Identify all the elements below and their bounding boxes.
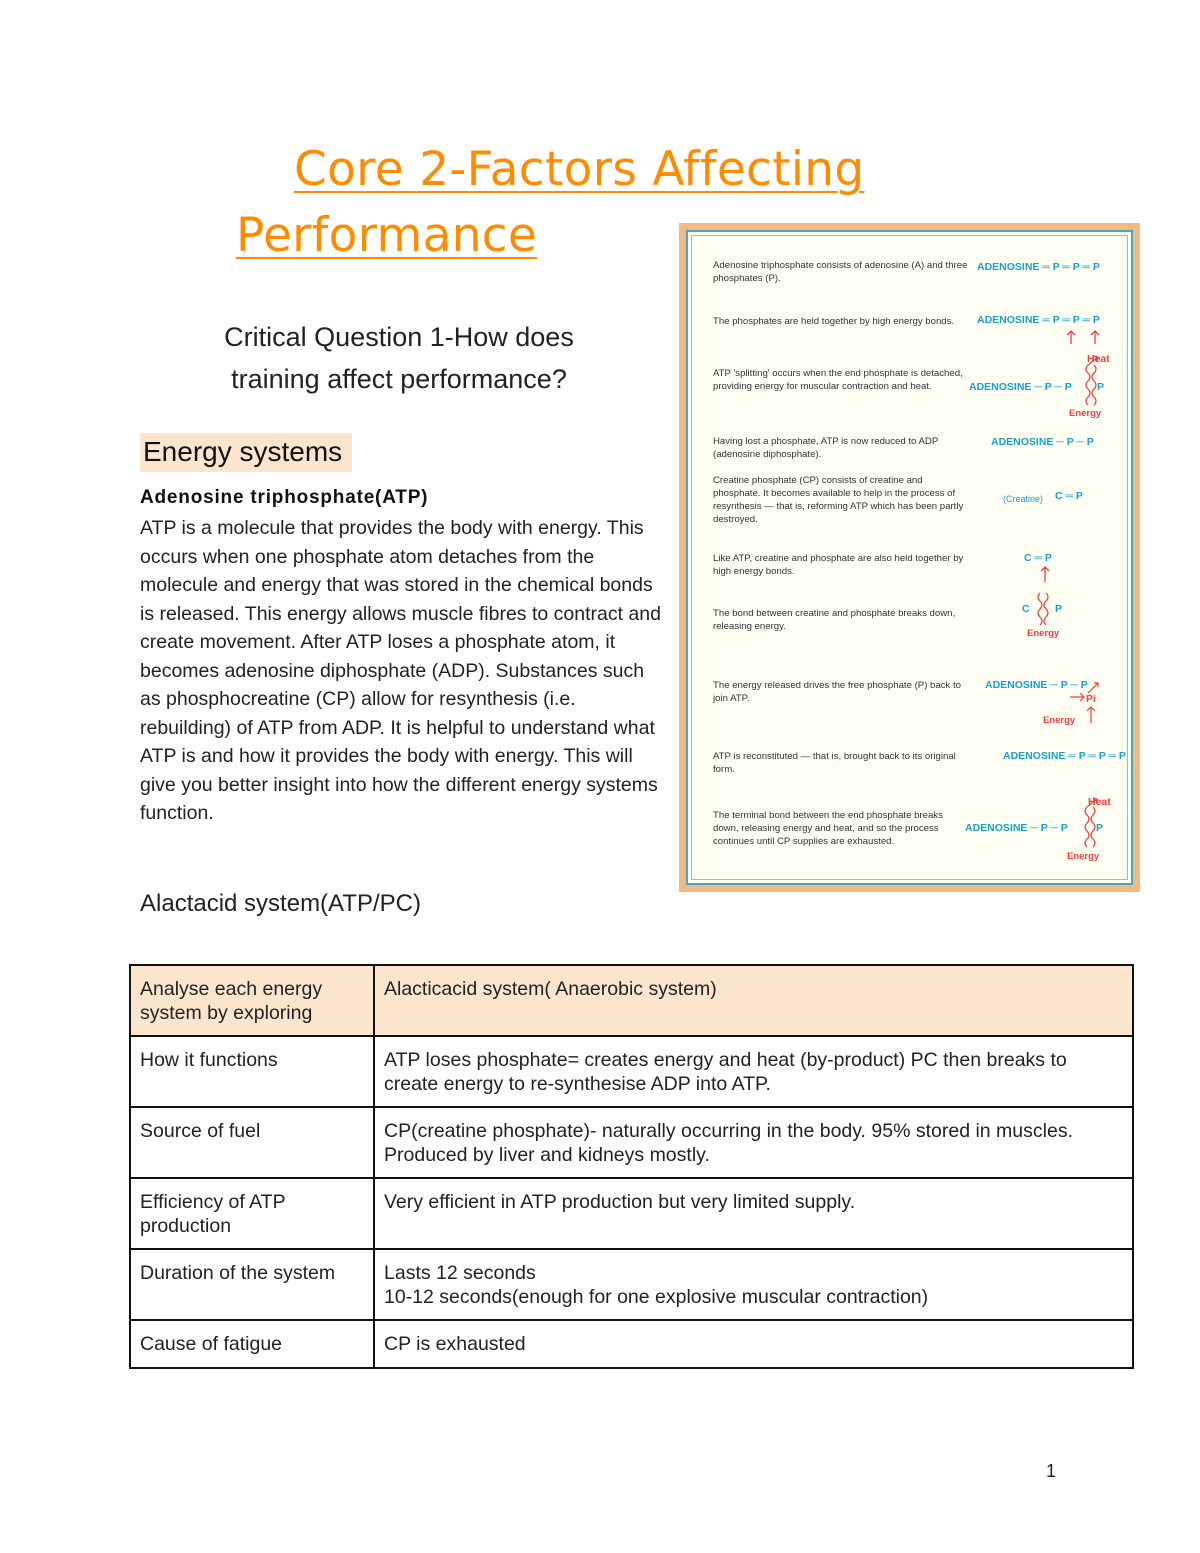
table-cell-value-line-2: 10-12 seconds(enough for one explosive muscular contraction)	[384, 1286, 929, 1308]
return-arrows-icon	[1068, 679, 1108, 725]
atp-heading: Adenosine triphosphate(ATP)	[140, 487, 429, 508]
energy-system-table	[129, 964, 1134, 1369]
page-title-line-1: Core 2-Factors Affecting	[294, 142, 865, 197]
page-title-line-2: Performance	[236, 208, 538, 263]
table-cell-label: Duration of the system	[130, 1249, 374, 1320]
split-squiggle-icon	[1076, 359, 1106, 409]
critical-question-line-2: training affect performance?	[231, 364, 567, 394]
table-cell-label: Efficiency of ATP production	[130, 1178, 374, 1249]
figure-row-text: The phosphates are held together by high energy bonds.	[713, 316, 955, 327]
table-row	[130, 1036, 1133, 1107]
figure-row-text: ATP is reconstituted — that is, brought back to its original form.	[713, 751, 956, 775]
table-row	[130, 1107, 1133, 1178]
bond-arrows-icon	[1058, 328, 1118, 346]
table-cell-value: Very efficient in ATP production but very limited supply.	[374, 1178, 1133, 1249]
table-cell-label: Source of fuel	[130, 1107, 374, 1178]
critical-question	[140, 316, 658, 400]
split-squiggle-icon	[1075, 801, 1105, 851]
figure-row-text: The terminal bond between the end phosphate breaks down, releasing energy and heat, and so the process continues until CP supplies are exhausted.	[713, 810, 943, 847]
table-cell-label: How it functions	[130, 1036, 374, 1107]
split-squiggle-icon	[1034, 591, 1054, 629]
figure-row-formula: ADENOSINE ─ P ─ P	[991, 436, 1094, 448]
atp-paragraph: ATP is a molecule that provides the body with energy. This occurs when one phosphate atom detaches from the molecule and energy that was stored in the chemical bonds is released. This energy allows muscle fibres to contract and create movement. After ATP loses a phosphate atom, it becomes adenosine diphosphate (ADP). Substances such as phosphocreatine (CP) allow for resynthesis (i.e. rebuilding) of ATP from ADP. It is helpful to understand what ATP is and how it provides the body with energy. This will give you better insight into how the different energy systems function.	[140, 517, 661, 824]
energy-label: Energy	[1027, 628, 1060, 639]
figure-row-text: ATP 'splitting' occurs when the end phosphate is detached, providing energy for muscular contraction and heat.	[713, 368, 963, 392]
energy-systems-heading: Energy systems	[140, 433, 352, 472]
alactacid-heading: Alactacid system(ATP/PC)	[140, 890, 421, 917]
energy-label: Energy	[1067, 851, 1100, 862]
figure-row-text: The energy released drives the free phosphate (P) back to join ATP.	[713, 680, 961, 704]
page-number: 1	[1046, 1461, 1057, 1481]
figure-row-formula: C ═ P	[1055, 490, 1083, 502]
critical-question-line-1: Critical Question 1-How does	[224, 322, 574, 352]
figure-row-formula-tail: P	[1055, 603, 1063, 615]
figure-row-text: Having lost a phosphate, ATP is now reduced to ADP (adenosine diphosphate).	[713, 436, 939, 460]
figure-row-formula: C ═ P	[1024, 552, 1052, 564]
table-row	[130, 1178, 1133, 1249]
table-cell-value: CP(creatine phosphate)- naturally occurring in the body. 95% stored in muscles. Produced by liver and kidneys mostly.	[374, 1107, 1133, 1178]
figure-row-text: Like ATP, creatine and phosphate are also held together by high energy bonds.	[713, 553, 964, 577]
table-cell-value-line-1: Lasts 12 seconds	[384, 1262, 536, 1284]
pi-label: Pi	[1086, 693, 1096, 705]
heat-label: Heat	[1088, 796, 1111, 808]
atp-cycle-figure	[679, 223, 1140, 892]
figure-row-formula: ADENOSINE ═ P ═ P ═ P	[977, 314, 1100, 326]
figure-row-formula: ADENOSINE ═ P ═ P ═ P	[1003, 750, 1126, 762]
figure-row-text: Adenosine triphosphate consists of adenosine (A) and three phosphates (P).	[713, 260, 968, 284]
bond-arrow-icon	[1038, 564, 1058, 584]
table-cell-value	[374, 1249, 1133, 1320]
figure-row-formula: ADENOSINE ─ P ─ P	[985, 679, 1088, 691]
figure-row-formula: ADENOSINE ─ P ─ P	[965, 822, 1068, 834]
table-cell-value: ATP loses phosphate= creates energy and heat (by-product) PC then breaks to create energy to re-synthesise ADP into ATP.	[374, 1036, 1133, 1107]
table-row	[130, 1320, 1133, 1368]
figure-row-formula-tail: P	[1097, 381, 1105, 393]
figure-row-formula: ADENOSINE ═ P ═ P ═ P	[977, 261, 1100, 273]
table-header-row	[130, 965, 1133, 1036]
heat-label: Heat	[1087, 353, 1110, 365]
figure-panel	[686, 230, 1133, 885]
figure-row-formula: ADENOSINE ─ P ─ P	[969, 381, 1072, 393]
figure-row-text: The bond between creatine and phosphate breaks down, releasing energy.	[713, 608, 956, 632]
table-cell-label: Analyse each energy system by exploring	[130, 965, 374, 1036]
figure-row-formula: C	[1022, 603, 1030, 615]
table-cell-value: Alacticacid system( Anaerobic system)	[374, 965, 1133, 1036]
figure-row-formula-tail: P	[1096, 822, 1104, 834]
figure-row-text: Creatine phosphate (CP) consists of creatine and phosphate. It becomes available to help in the process of resynthesis — that is, reforming ATP which has been partly destroyed.	[713, 475, 964, 525]
table-cell-label: Cause of fatigue	[130, 1320, 374, 1368]
figure-row-formula-small: (Creatine)	[1003, 494, 1044, 504]
table-cell-value: CP is exhausted	[374, 1320, 1133, 1368]
table-row	[130, 1249, 1133, 1320]
energy-label: Energy	[1043, 715, 1076, 726]
energy-label: Energy	[1069, 408, 1102, 419]
